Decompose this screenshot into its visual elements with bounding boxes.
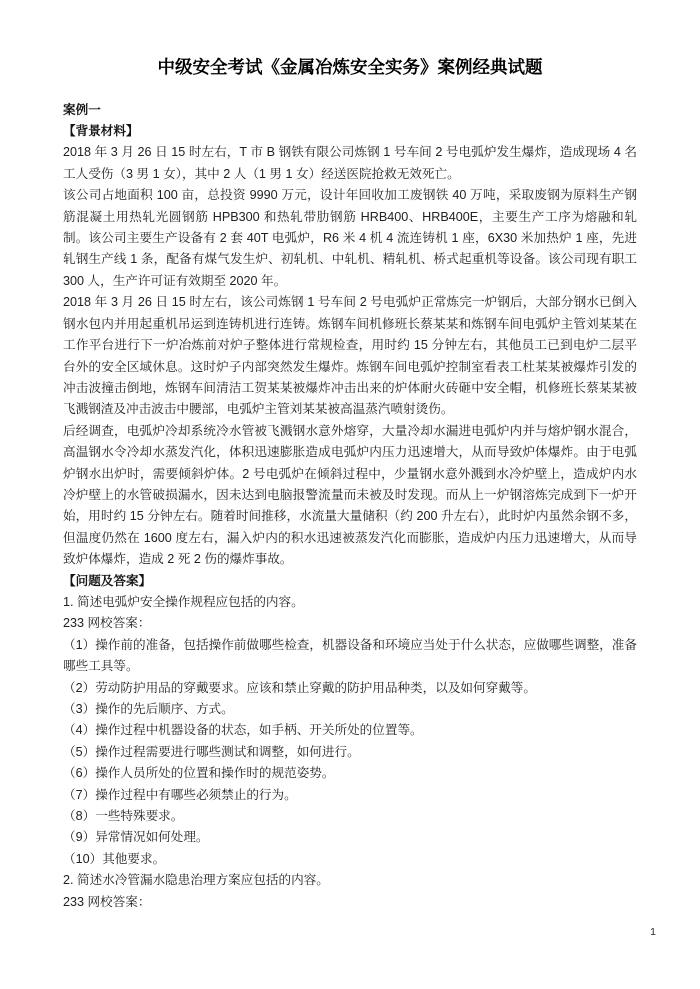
background-section-heading: 【背景材料】 — [63, 124, 139, 139]
answer-1-item-3: （3）操作的先后顺序、方式。 — [63, 702, 234, 716]
page-number: 1 — [650, 925, 656, 938]
question-1: 1. 简述电弧炉安全操作规程应包括的内容。 — [63, 594, 304, 609]
document-title: 中级安全考试《金属冶炼安全实务》案例经典试题 — [157, 57, 543, 77]
answer-1-item-2: （2）劳动防护用品的穿戴要求。应该和禁止穿戴的防护用品种类，以及如何穿戴等。 — [63, 680, 536, 695]
background-paragraph-3: 2018 年 3 月 26 日 15 时左右，该公司炼钢 1 号车间 2 号电弧炉正常炼完一炉钢后，大部分钢水已倒入钢水包内并用起重机吊运到连铸机进行连铸。炼钢车间机修班长蔡某某和炼钢车间电弧炉主管刘某某在工作平台进行下一炉冶炼前对炉子整体进行常规检查，用时约 15 分钟左右，其他员工已到电炉二层平台外的安全区域休息。这时炉子内部突然发生爆炸。炼钢车间电弧炉控制室看表工杜某某被爆炸引发的冲击波撞击倒地，炼钢车间清洁工贺某某被爆炸冲击出来的炉体耐火砖砸中安全帽，机修班长蔡某某被飞溅钢渣及冲击波击中腰部，电弧炉主管刘某某被高温蒸汽喷射烫伤。 — [63, 295, 637, 417]
answer-source-label-1: 233 网校答案： — [63, 616, 151, 631]
answer-1-item-6: （6）操作人员所处的位置和操作时的规范姿势。 — [63, 766, 335, 781]
answer-1-item-4: （4）操作过程中机器设备的状态，如手柄、开关所处的位置等。 — [63, 723, 423, 738]
question-2: 2. 简述水冷管漏水隐患治理方案应包括的内容。 — [63, 873, 329, 888]
answer-1-item-8: （8）一些特殊要求。 — [63, 809, 184, 824]
answer-1-item-5: （5）操作过程需要进行哪些测试和调整，如何进行。 — [63, 744, 360, 759]
background-paragraph-1: 2018 年 3 月 26 日 15 时左右，T 市 B 钢铁有限公司炼钢 1 号车间 2 号电弧炉发生爆炸，造成现场 4 名工人受伤（3 男 1 女），其中 2 人（1 男 1 女）经送医院抢救无效死亡。 — [63, 145, 637, 181]
answer-source-label-2: 233 网校答案： — [63, 894, 151, 909]
background-paragraph-2: 该公司占地面积 100 亩，总投资 9990 万元，设计年回收加工废钢铁 40 万吨，采取废钢为原料生产钢筋混凝土用热轧光圆钢筋 HPB300 和热轧带肋钢筋 HRB400、HRB400E，主要生产工序为熔融和轧制。该公司主要生产设备有 2 套 40T 电弧炉，R6 米 4 机 4 流连铸机 1 座，6X30 米加热炉 1 座，先进轧钢生产线 1 条，配备有煤气发生炉、初轧机、中轧机、精轧机、桥式起重机等设备。该公司现有职工 300 人，生产许可证有效期至 2020 年。 — [63, 188, 637, 288]
qa-section-heading: 【问题及答案】 — [63, 573, 152, 588]
answer-1-item-10: （10）其他要求。 — [63, 851, 166, 866]
background-paragraph-4: 后经调查，电弧炉冷却系统冷水管被飞溅钢水意外熔穿，大量冷却水漏进电弧炉内并与熔炉钢水混合，高温钢水令冷却水蒸发汽化，体积迅速膨胀造成电弧炉内压力迅速增大，从而导致炉体爆炸。由于电弧炉钢水出炉时，需要倾斜炉体。2 号电弧炉在倾斜过程中，少量钢水意外溅到水冷炉壁上，造成炉内水冷炉壁上的水管破损漏水，因未达到电脑报警流量而未被及时发现。而从上一炉钢溶炼完成到下一炉开始，用时约 15 分钟左右。随着时间推移，水流量大量储积（约 200 升左右），此时炉内虽然余钢不多，但温度仍然在 1600 度左右，漏入炉内的积水迅速被蒸发汽化而膨胀，造成炉内压力迅速增大，从而导致炉体爆炸，造成 2 死 2 伤的爆炸事故。 — [63, 423, 637, 567]
answer-1-item-9: （9）异常情况如何处理。 — [63, 830, 209, 845]
answer-1-item-7: （7）操作过程中有哪些必须禁止的行为。 — [63, 787, 297, 802]
case-heading: 案例一 — [63, 102, 101, 117]
answer-1-item-1: （1）操作前的准备，包括操作前做哪些检查，机器设备和环境应当处于什么状态，应做哪些调整，准备哪些工具等。 — [63, 637, 637, 674]
